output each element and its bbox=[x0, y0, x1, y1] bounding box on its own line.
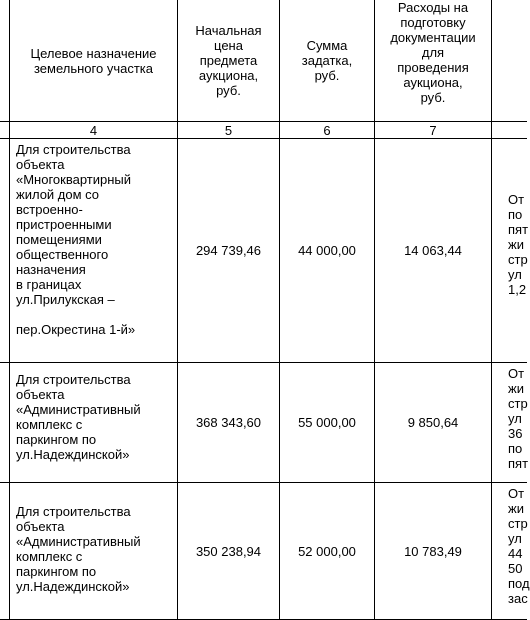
column-number: 4 bbox=[89, 122, 98, 138]
row-deposit: 52 000,00 bbox=[298, 543, 356, 559]
row-start-price: 350 238,94 bbox=[195, 543, 262, 559]
header-purpose: Целевое назначение земельного участка bbox=[30, 45, 157, 76]
row-expenses: 14 063,44 bbox=[404, 243, 462, 258]
row-start-price: 294 739,46 bbox=[195, 243, 262, 258]
row-deposit: 55 000,00 bbox=[298, 415, 356, 430]
row-next-column-clipped: От по пят жи стр ул 1,2 bbox=[508, 192, 529, 297]
row-purpose: Для строительства объекта «Административный комплекс с паркингом по ул.Надеждинской» bbox=[16, 372, 141, 462]
row-expenses: 9 850,64 bbox=[407, 415, 459, 430]
row-next-column-clipped: От жи стр ул 36 по пят bbox=[508, 366, 529, 471]
row-purpose: Для строительства объекта «Административный комплекс с паркингом по ул.Надеждинской» bbox=[16, 504, 141, 594]
header-expenses: Расходы на подготовку документации для проведения аукциона, руб. bbox=[390, 0, 476, 105]
row-expenses: 10 783,49 bbox=[404, 543, 462, 559]
column-number: 5 bbox=[224, 122, 233, 138]
column-number: 7 bbox=[429, 122, 437, 138]
row-purpose: Для строительства объекта «Многоквартирный жилой дом со встроенно- пристроенными помещениями общественного назначения в границах ул.Прилукская – пер.Окрестина 1-й» bbox=[16, 142, 136, 337]
header-start-price: Начальная цена предмета аукциона, руб. bbox=[195, 23, 262, 98]
header-deposit: Сумма задатка, руб. bbox=[301, 38, 353, 83]
row-deposit: 44 000,00 bbox=[298, 243, 356, 258]
grid-line bbox=[491, 0, 492, 620]
row-next-column-clipped: От жи стр ул 44 50 под зас bbox=[508, 486, 530, 606]
row-start-price: 368 343,60 bbox=[195, 415, 262, 430]
column-number: 6 bbox=[323, 122, 331, 138]
